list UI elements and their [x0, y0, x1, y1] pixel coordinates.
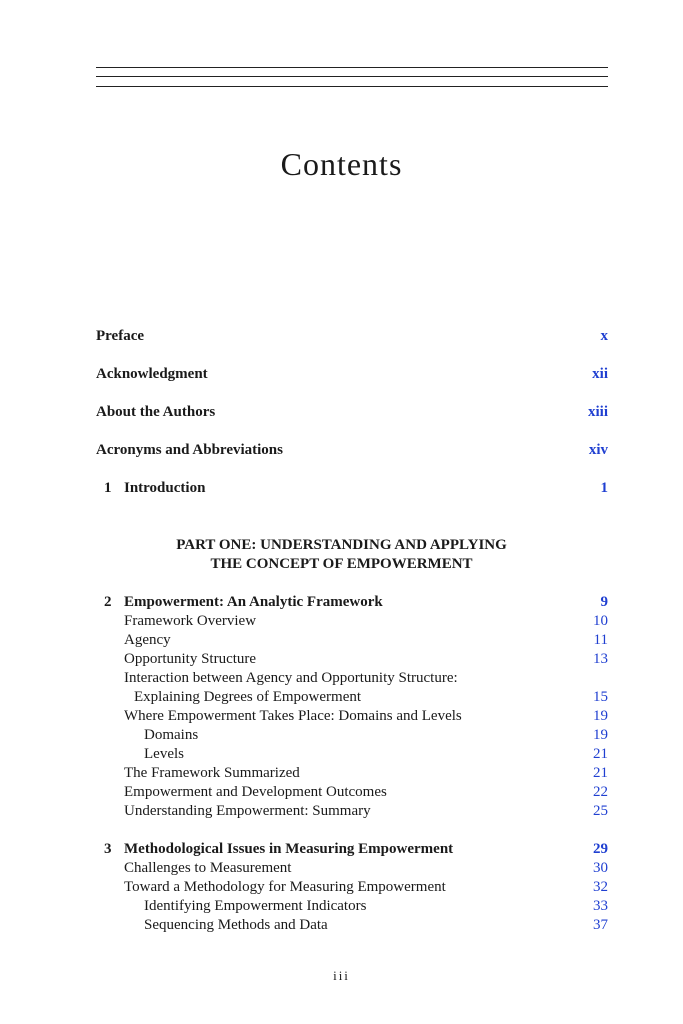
section-page[interactable]: 13: [593, 651, 608, 667]
toc-section[interactable]: [96, 630, 608, 650]
section-label: Explaining Degrees of Empowerment: [134, 689, 362, 705]
subsection-label: Levels: [144, 746, 184, 762]
section-label: Interaction between Agency and Opportunity Structure:: [124, 670, 458, 686]
chapter-label: Empowerment: An Analytic Framework: [124, 594, 383, 610]
toc-section[interactable]: [96, 763, 608, 783]
section-page[interactable]: 30: [593, 860, 608, 876]
section-label: Framework Overview: [124, 613, 257, 629]
section-page[interactable]: 22: [593, 784, 608, 800]
toc-entry-label: Acknowledgment: [96, 366, 208, 382]
subsection-page[interactable]: 21: [593, 746, 608, 762]
subsection-page[interactable]: 33: [593, 898, 608, 914]
header-rule-3: [96, 86, 608, 87]
subsection-label: Sequencing Methods and Data: [144, 917, 328, 933]
section-label: Empowerment and Development Outcomes: [124, 784, 387, 800]
toc-entry-label: Preface: [96, 328, 145, 344]
toc-section[interactable]: [96, 858, 608, 878]
section-label: Understanding Empowerment: Summary: [124, 803, 371, 819]
toc-subsection[interactable]: [96, 725, 608, 745]
subsection-label: Domains: [144, 727, 199, 743]
toc-section[interactable]: [96, 782, 608, 802]
section-page[interactable]: 25: [593, 803, 608, 819]
toc-section[interactable]: [96, 668, 608, 688]
toc-entry-page[interactable]: 1: [600, 480, 608, 496]
section-label: Opportunity Structure: [124, 651, 257, 667]
page-number-footer: iii: [333, 968, 350, 983]
toc-entry-preface[interactable]: [96, 326, 608, 346]
toc-entry-acronyms[interactable]: [96, 440, 608, 460]
subsection-page[interactable]: 19: [593, 727, 608, 743]
toc-entry-page[interactable]: x: [600, 328, 608, 344]
toc-entry-acknowledgment[interactable]: [96, 364, 608, 384]
section-label: Toward a Methodology for Measuring Empowerment: [124, 879, 446, 895]
chapter-label: Introduction: [124, 480, 206, 496]
toc-section[interactable]: [96, 706, 608, 726]
toc-entry-label: About the Authors: [96, 404, 216, 420]
section-label: Challenges to Measurement: [124, 860, 292, 876]
section-page[interactable]: 19: [593, 708, 608, 724]
section-label: Where Empowerment Takes Place: Domains and Levels: [124, 708, 462, 724]
toc-entry-label: Acronyms and Abbreviations: [96, 442, 283, 458]
toc-entry-about-authors[interactable]: [96, 402, 608, 422]
section-label: Agency: [124, 632, 171, 648]
toc-subsection[interactable]: [96, 915, 608, 935]
part-heading-line-1: PART ONE: UNDERSTANDING AND APPLYING: [176, 537, 507, 553]
header-rule-2: [96, 76, 608, 77]
section-page[interactable]: 15: [593, 689, 608, 705]
page-title: Contents: [280, 146, 403, 182]
chapter-number: 3: [104, 841, 112, 857]
header-rule-1: [96, 67, 608, 68]
subsection-page[interactable]: 37: [593, 917, 608, 933]
toc-entry-page[interactable]: xiii: [587, 404, 608, 420]
section-label: The Framework Summarized: [124, 765, 300, 781]
toc-section[interactable]: [96, 649, 608, 669]
chapter-number: 2: [104, 594, 112, 610]
section-page[interactable]: 21: [593, 765, 608, 781]
toc-chapter-2[interactable]: [96, 592, 608, 612]
section-page[interactable]: 32: [593, 879, 608, 895]
part-heading-line-2: THE CONCEPT OF EMPOWERMENT: [210, 556, 473, 572]
toc-chapter-1[interactable]: [96, 478, 608, 498]
chapter-number: 1: [104, 480, 112, 496]
toc-subsection[interactable]: [96, 896, 608, 916]
toc-section[interactable]: [96, 801, 608, 821]
toc-entry-page[interactable]: 9: [600, 594, 608, 610]
section-page[interactable]: 11: [593, 632, 608, 648]
toc-section[interactable]: [96, 611, 608, 631]
subsection-label: Identifying Empowerment Indicators: [144, 898, 367, 914]
toc-entry-page[interactable]: 29: [593, 841, 608, 857]
section-page[interactable]: 10: [593, 613, 608, 629]
toc-entry-page[interactable]: xiv: [588, 442, 608, 458]
toc-section[interactable]: [96, 877, 608, 897]
toc-subsection[interactable]: [96, 744, 608, 764]
chapter-label: Methodological Issues in Measuring Empowerment: [124, 841, 454, 857]
toc-section[interactable]: [96, 687, 608, 707]
toc-chapter-3[interactable]: [96, 839, 608, 859]
toc-entry-page[interactable]: xii: [592, 366, 608, 382]
